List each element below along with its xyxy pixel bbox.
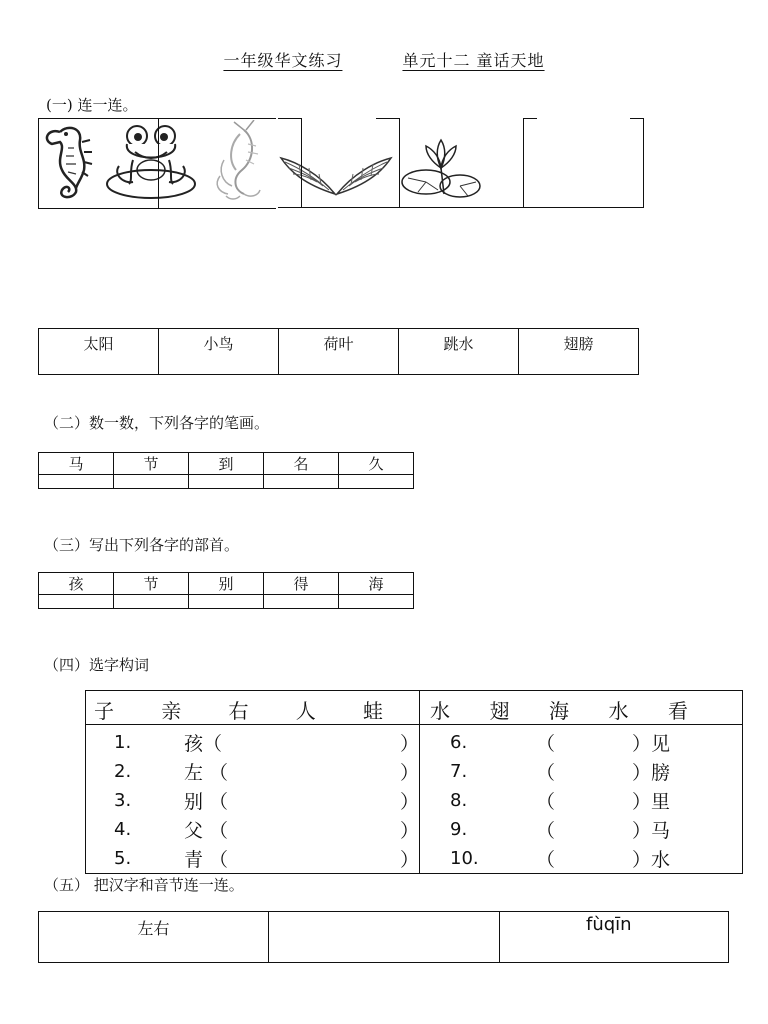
- word-cell: 跳水: [399, 329, 519, 375]
- bank-char: 水: [430, 699, 451, 723]
- bank-char: 看: [668, 699, 689, 723]
- left-items: [86, 725, 419, 873]
- radical-table: [38, 572, 414, 609]
- section-5-heading: （五） 把汉字和音节连一连。: [44, 876, 244, 894]
- stroke-char: 节: [114, 453, 189, 475]
- stroke-answer[interactable]: [39, 475, 114, 489]
- radical-char: 别: [189, 573, 264, 595]
- radical-answer[interactable]: [189, 595, 264, 609]
- stroke-count-table: [38, 452, 414, 489]
- fill-item[interactable]: 6. （ ）见: [450, 732, 671, 755]
- lotus-icon: [398, 138, 484, 202]
- fill-item[interactable]: 7. （ ）膀: [450, 761, 671, 784]
- radical-answer[interactable]: [114, 595, 189, 609]
- picture-row: [38, 118, 645, 209]
- word-cell: 小鸟: [159, 329, 279, 375]
- pinyin-table: [38, 911, 729, 963]
- stroke-answer[interactable]: [114, 475, 189, 489]
- fill-item[interactable]: 3. 别 （ ）: [114, 790, 420, 813]
- radical-char: 孩: [39, 573, 114, 595]
- bank-char: 人: [295, 699, 316, 723]
- stroke-answer[interactable]: [264, 475, 339, 489]
- word-cell: 荷叶: [279, 329, 399, 375]
- word-table: [38, 328, 639, 375]
- stroke-char: 久: [339, 453, 414, 475]
- fill-item[interactable]: 9. （ ）马: [450, 819, 671, 842]
- radical-char: 节: [114, 573, 189, 595]
- fill-item[interactable]: 2. 左 （ ）: [114, 761, 420, 784]
- radical-answer[interactable]: [264, 595, 339, 609]
- bank-char: 蛙: [363, 699, 383, 723]
- hanzi-cell: 左右: [39, 912, 269, 963]
- fill-item[interactable]: 10. （ ）水: [450, 848, 671, 871]
- bank-char: 亲: [161, 699, 182, 723]
- fill-item[interactable]: 5. 青 （ ）: [114, 848, 420, 871]
- word-building-table: [85, 690, 743, 874]
- title-grade: 一年级华文练习: [223, 51, 343, 70]
- left-character-bank: [86, 691, 419, 724]
- word-cell: 太阳: [39, 329, 159, 375]
- radical-char: 得: [264, 573, 339, 595]
- radical-answer[interactable]: [339, 595, 414, 609]
- stroke-answer[interactable]: [189, 475, 264, 489]
- section-1-heading: (一) 连一连。: [46, 96, 138, 114]
- bank-char: 水: [608, 699, 629, 723]
- title-unit: 单元十二 童话天地: [402, 51, 545, 70]
- stroke-char: 马: [39, 453, 114, 475]
- fill-item[interactable]: 4. 父 （ ）: [114, 819, 420, 842]
- section-3-heading: （三）写出下列各字的部首。: [44, 536, 240, 554]
- worksheet-title: [0, 48, 768, 71]
- fill-item[interactable]: 1. 孩（ ）: [114, 732, 420, 755]
- section-4-heading: （四）选字构词: [44, 656, 150, 674]
- right-items: [420, 725, 742, 873]
- bank-char: 翅: [489, 699, 510, 723]
- radical-answer[interactable]: [39, 595, 114, 609]
- pinyin-cell: fùqīn: [500, 912, 729, 963]
- word-cell: 翅膀: [519, 329, 639, 375]
- right-character-bank: [420, 691, 742, 724]
- bank-char: 子: [94, 699, 114, 723]
- wings-icon: [279, 154, 393, 202]
- blank-cell[interactable]: [269, 912, 500, 963]
- stroke-char: 名: [264, 453, 339, 475]
- fill-item[interactable]: 8. （ ）里: [450, 790, 671, 813]
- bank-char: 右: [228, 699, 249, 723]
- stroke-char: 到: [189, 453, 264, 475]
- radical-char: 海: [339, 573, 414, 595]
- bank-char: 海: [549, 699, 570, 723]
- stroke-answer[interactable]: [339, 475, 414, 489]
- section-2-heading: （二）数一数，下列各字的笔画。: [44, 414, 270, 432]
